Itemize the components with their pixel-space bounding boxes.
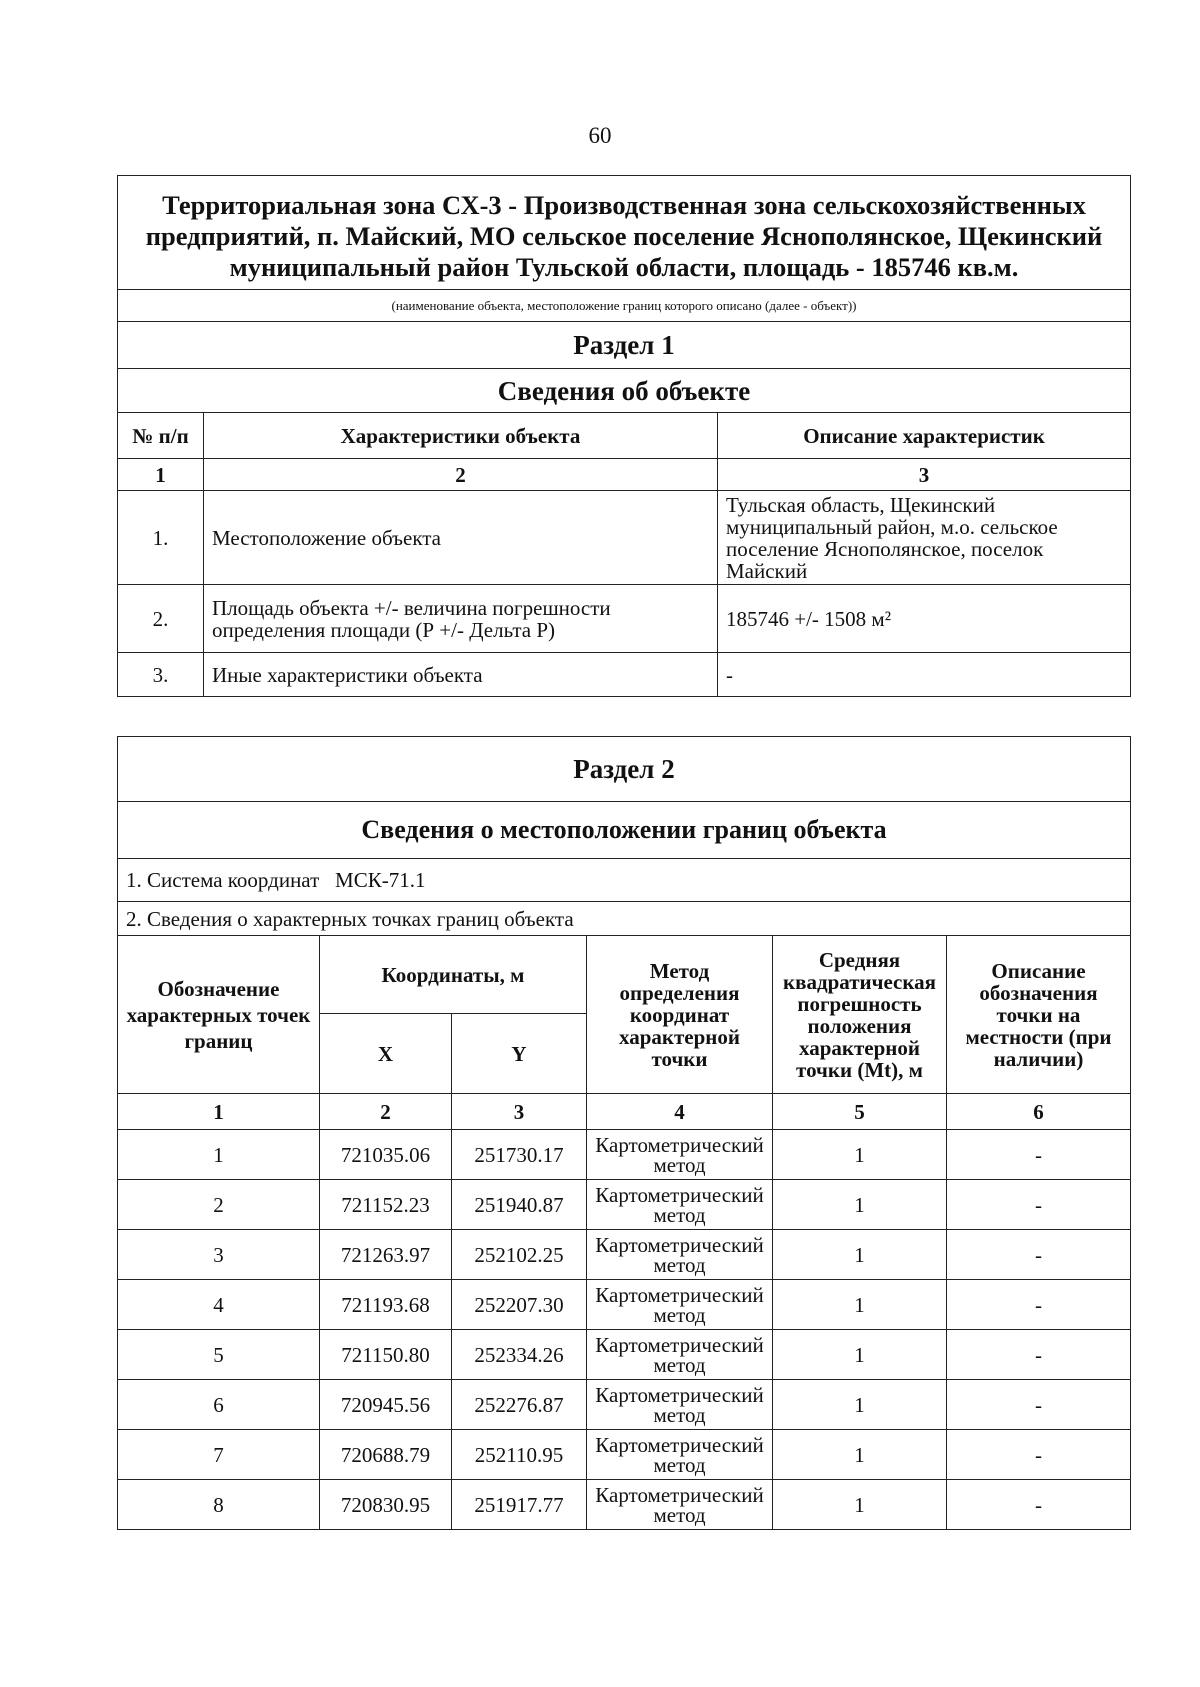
- point-x: 721193.68: [320, 1280, 452, 1330]
- point-description: -: [947, 1280, 1131, 1330]
- table-row: [118, 585, 1131, 653]
- section-2-heading: Раздел 2: [118, 737, 1131, 802]
- table-row: [118, 1230, 1131, 1280]
- table-row: [118, 1130, 1131, 1180]
- col-header-description: Описание характеристик: [718, 413, 1131, 459]
- point-description: -: [947, 1330, 1131, 1380]
- row-num: 1.: [118, 491, 204, 585]
- point-method: Картометрический метод: [587, 1180, 773, 1230]
- point-x: 720945.56: [320, 1380, 452, 1430]
- header-y: Y: [452, 1014, 587, 1094]
- point-method: Картометрический метод: [587, 1130, 773, 1180]
- row-description: 185746 +/- 1508 м²: [718, 585, 1131, 653]
- col-number: 1: [118, 459, 204, 491]
- point-x: 720688.79: [320, 1430, 452, 1480]
- col-number: 6: [947, 1094, 1131, 1130]
- header-description: Описание обозначения точки на местности (при наличии): [947, 936, 1131, 1094]
- row-characteristic: Площадь объекта +/- величина погрешности определения площади (Р +/- Дельта Р): [204, 585, 718, 653]
- table-row: [118, 1480, 1131, 1530]
- col-number: 5: [773, 1094, 947, 1130]
- table-row: [118, 1430, 1131, 1480]
- point-description: -: [947, 1230, 1131, 1280]
- point-y: 252276.87: [452, 1380, 587, 1430]
- table-row: [118, 1380, 1131, 1430]
- title-caption: (наименование объекта, местоположение границ которого описано (далее - объект)): [118, 290, 1131, 322]
- row-num: 3.: [118, 653, 204, 697]
- section-1-subheading: Сведения об объекте: [118, 369, 1131, 413]
- header-error: Средняя квадратическая погрешность положения характерной точки (Mt), м: [773, 936, 947, 1094]
- point-error: 1: [773, 1430, 947, 1480]
- row-description: Тульская область, Щекинский муниципальный район, м.о. сельское поселение Яснополянское, поселок Майский: [718, 491, 1131, 585]
- row-description: -: [718, 653, 1131, 697]
- point-method: Картометрический метод: [587, 1280, 773, 1330]
- point-x: 721035.06: [320, 1130, 452, 1180]
- point-error: 1: [773, 1330, 947, 1380]
- row-num: 2.: [118, 585, 204, 653]
- page-number: 60: [588, 123, 612, 148]
- col-number: 2: [204, 459, 718, 491]
- point-id: 8: [118, 1480, 320, 1530]
- point-y: 251940.87: [452, 1180, 587, 1230]
- point-description: -: [947, 1480, 1131, 1530]
- point-method: Картометрический метод: [587, 1330, 773, 1380]
- point-id: 7: [118, 1430, 320, 1480]
- zone-title: Территориальная зона СХ-3 - Производственная зона сельскохозяйственных предприятий, п. Майский, МО сельское поселение Яснополянское, Щекинский муниципальный район Тульской области, площадь - 185746 кв.м.: [118, 176, 1131, 290]
- point-id: 6: [118, 1380, 320, 1430]
- point-x: 721263.97: [320, 1230, 452, 1280]
- table-row: [118, 1180, 1131, 1230]
- section-2-subheading: Сведения о местоположении границ объекта: [118, 802, 1131, 859]
- point-id: 2: [118, 1180, 320, 1230]
- point-id: 3: [118, 1230, 320, 1280]
- point-x: 721150.80: [320, 1330, 452, 1380]
- point-method: Картометрический метод: [587, 1480, 773, 1530]
- col-number: 4: [587, 1094, 773, 1130]
- header-coords: Координаты, м: [320, 936, 587, 1014]
- point-description: -: [947, 1380, 1131, 1430]
- col-number: 2: [320, 1094, 452, 1130]
- point-error: 1: [773, 1480, 947, 1530]
- point-x: 721152.23: [320, 1180, 452, 1230]
- point-y: 252334.26: [452, 1330, 587, 1380]
- point-description: -: [947, 1130, 1131, 1180]
- col-header-characteristic: Характеристики объекта: [204, 413, 718, 459]
- table-row: [118, 653, 1131, 697]
- point-method: Картометрический метод: [587, 1430, 773, 1480]
- point-description: -: [947, 1430, 1131, 1480]
- coord-system-label: 1. Система координат: [126, 868, 320, 892]
- col-number: 3: [718, 459, 1131, 491]
- point-error: 1: [773, 1130, 947, 1180]
- coord-system: [118, 859, 1131, 902]
- point-y: 251730.17: [452, 1130, 587, 1180]
- point-id: 5: [118, 1330, 320, 1380]
- col-number: 1: [118, 1094, 320, 1130]
- points-label: 2. Сведения о характерных точках границ объекта: [118, 902, 1131, 936]
- col-number: 3: [452, 1094, 587, 1130]
- object-info-table: [117, 175, 1131, 697]
- point-y: 252110.95: [452, 1430, 587, 1480]
- point-y: 252102.25: [452, 1230, 587, 1280]
- row-characteristic: Иные характеристики объекта: [204, 653, 718, 697]
- point-id: 4: [118, 1280, 320, 1330]
- boundary-points-table: [117, 736, 1131, 1530]
- point-error: 1: [773, 1380, 947, 1430]
- point-error: 1: [773, 1180, 947, 1230]
- coord-system-value: МСК-71.1: [335, 868, 426, 892]
- point-error: 1: [773, 1280, 947, 1330]
- row-characteristic: Местоположение объекта: [204, 491, 718, 585]
- header-designation: Обозначение характерных точек границ: [118, 936, 320, 1094]
- header-x: X: [320, 1014, 452, 1094]
- point-description: -: [947, 1180, 1131, 1230]
- table-row: [118, 1330, 1131, 1380]
- section-1-heading: Раздел 1: [118, 322, 1131, 369]
- point-y: 251917.77: [452, 1480, 587, 1530]
- header-method: Метод определения координат характерной точки: [587, 936, 773, 1094]
- table-row: [118, 1280, 1131, 1330]
- point-y: 252207.30: [452, 1280, 587, 1330]
- point-method: Картометрический метод: [587, 1380, 773, 1430]
- point-method: Картометрический метод: [587, 1230, 773, 1280]
- table-row: [118, 491, 1131, 585]
- point-error: 1: [773, 1230, 947, 1280]
- point-id: 1: [118, 1130, 320, 1180]
- col-header-num: № п/п: [118, 413, 204, 459]
- point-x: 720830.95: [320, 1480, 452, 1530]
